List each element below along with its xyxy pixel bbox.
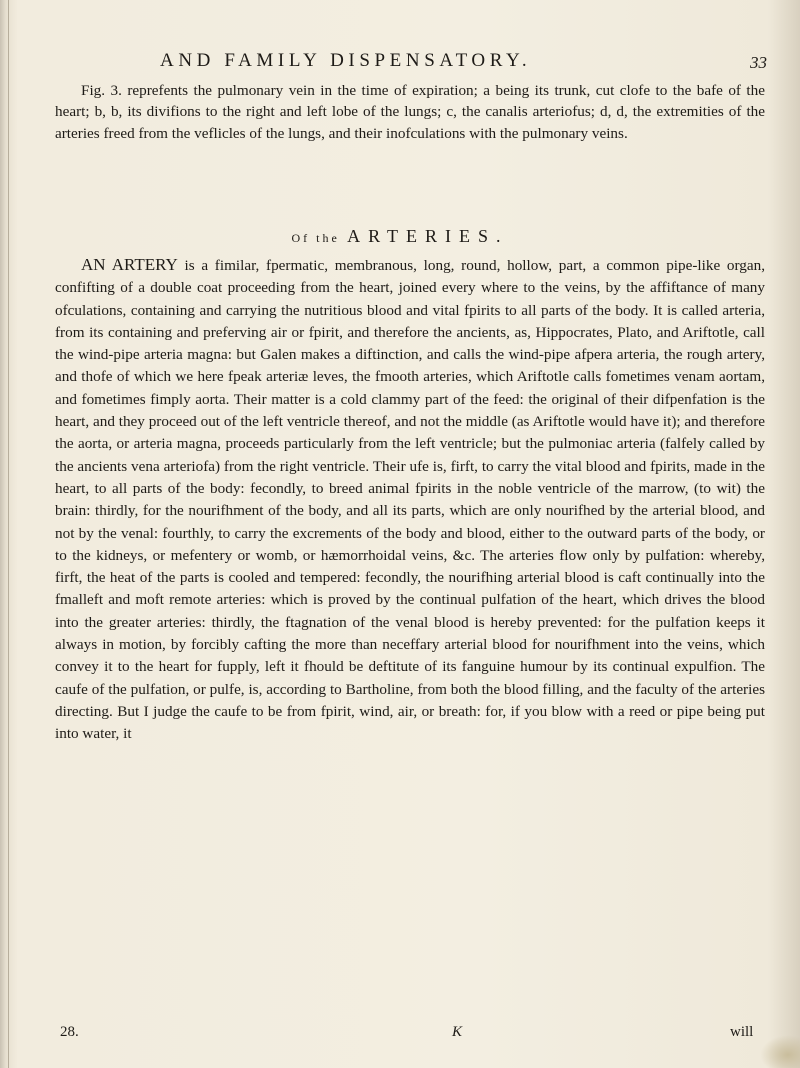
article-paragraph-text: is a fimilar, fpermatic, membranous, long, round, hollow, part, a common pipe-like organ, confifting of a double coat proceeding from the heart, joined every where to the veins, by the affiftance of many ofculations, containing and carrying the nutritious blood and vital fpirits to all parts of the body. It is called arteria, from its containing and preferving air or fpirit, and therefore the ancients, as, Hippocrates, Plato, and Ariftotle, call the wind-pipe arteria magna: but Galen makes a diftinction, and calls the wind-pipe afpera arteria, the rough artery, and thofe of which we here fpeak arteriæ leves, the fmooth arteries, which Ariftotle calls fometimes venam aortam, and fometimes fimply aorta. Their matter is a cold clammy part of the feed: the original of their difpenfation is the heart, and they proceed out of the left ventricle thereof, and not the middle (as Ariftotle would have it); and therefore the aorta, or arteria magna, proceeds particularly from the left ventricle; but the pulmoniac arteria (falfely called by the ancients vena arteriofa) from the right ventricle. Their ufe is, firft, to carry the vital blood and fpirits, made in the heart, to all parts of the body: fecondly, to breed animal fpirits in the noble ventricle of the marrow, (to wit) the brain: thirdly, for the nourifhment of the body, and all its parts, which are only nourifhed by the arterial blood, and not by the venal: fourthly, to carry the excrements of the body and blood, either to the outward parts of the body, or to the kidneys, or mefentery or womb, or hæmorrhoidal veins, &c. The arteries flow only by pulfation: whereby, firft, the heat of the parts is cooled and tempered: fecondly, the nourifhing arterial blood is caft continually into the fmalleft and moft remote arteries: which is proved by the continual pulfation of the heart, which drives the blood into the greater arteries: thirdly, the ftagnation of the venal blood is hereby prevented: for the pulfation keeps it always in motion, by forcibly cafting the more than neceffary arterial blood for nourifhment into the veins, which convey it to the heart for fupply, left it fhould be deftitute of its fanguine humour by its continual expulfion. The caufe of the pulfation, or pulfe, is, according to Bartholine, from both the blood filling, and the faculty of the arteries directing. But I judge the caufe to be from fpirit, wind, air, or breath: for, if you blow with a reed or pipe being put into water, it — [55, 257, 765, 743]
running-title: AND FAMILY DISPENSATORY. — [160, 50, 532, 71]
signature-mark: 28. — [60, 1024, 79, 1040]
article-body — [55, 254, 765, 746]
paper-stain — [760, 1035, 800, 1068]
gutter-edge — [8, 0, 9, 1068]
page-footer — [0, 1024, 800, 1048]
running-header — [160, 50, 670, 72]
article-lead: AN ARTERY — [81, 255, 178, 274]
sheet-mark: K — [452, 1024, 463, 1040]
figure-caption — [55, 80, 765, 144]
article-paragraph — [55, 254, 765, 746]
section-heading-main: ARTERIES. — [347, 226, 509, 246]
figure-caption-text: Fig. 3. reprefents the pulmonary vein in the time of expiration; a being its trunk, cut clofe to the bafe of the heart; b, b, its divifions to the right and left lobe of the lungs; c, the canalis arteriofus; d, d, the extremities of the arteries freed from the veflicles of the lungs, and their inofculations with the pulmonary veins. — [55, 82, 765, 142]
catchword: will — [730, 1024, 754, 1040]
section-heading — [0, 226, 800, 247]
section-heading-prefix: Of the — [291, 231, 340, 245]
page-number: 33 — [750, 53, 767, 72]
